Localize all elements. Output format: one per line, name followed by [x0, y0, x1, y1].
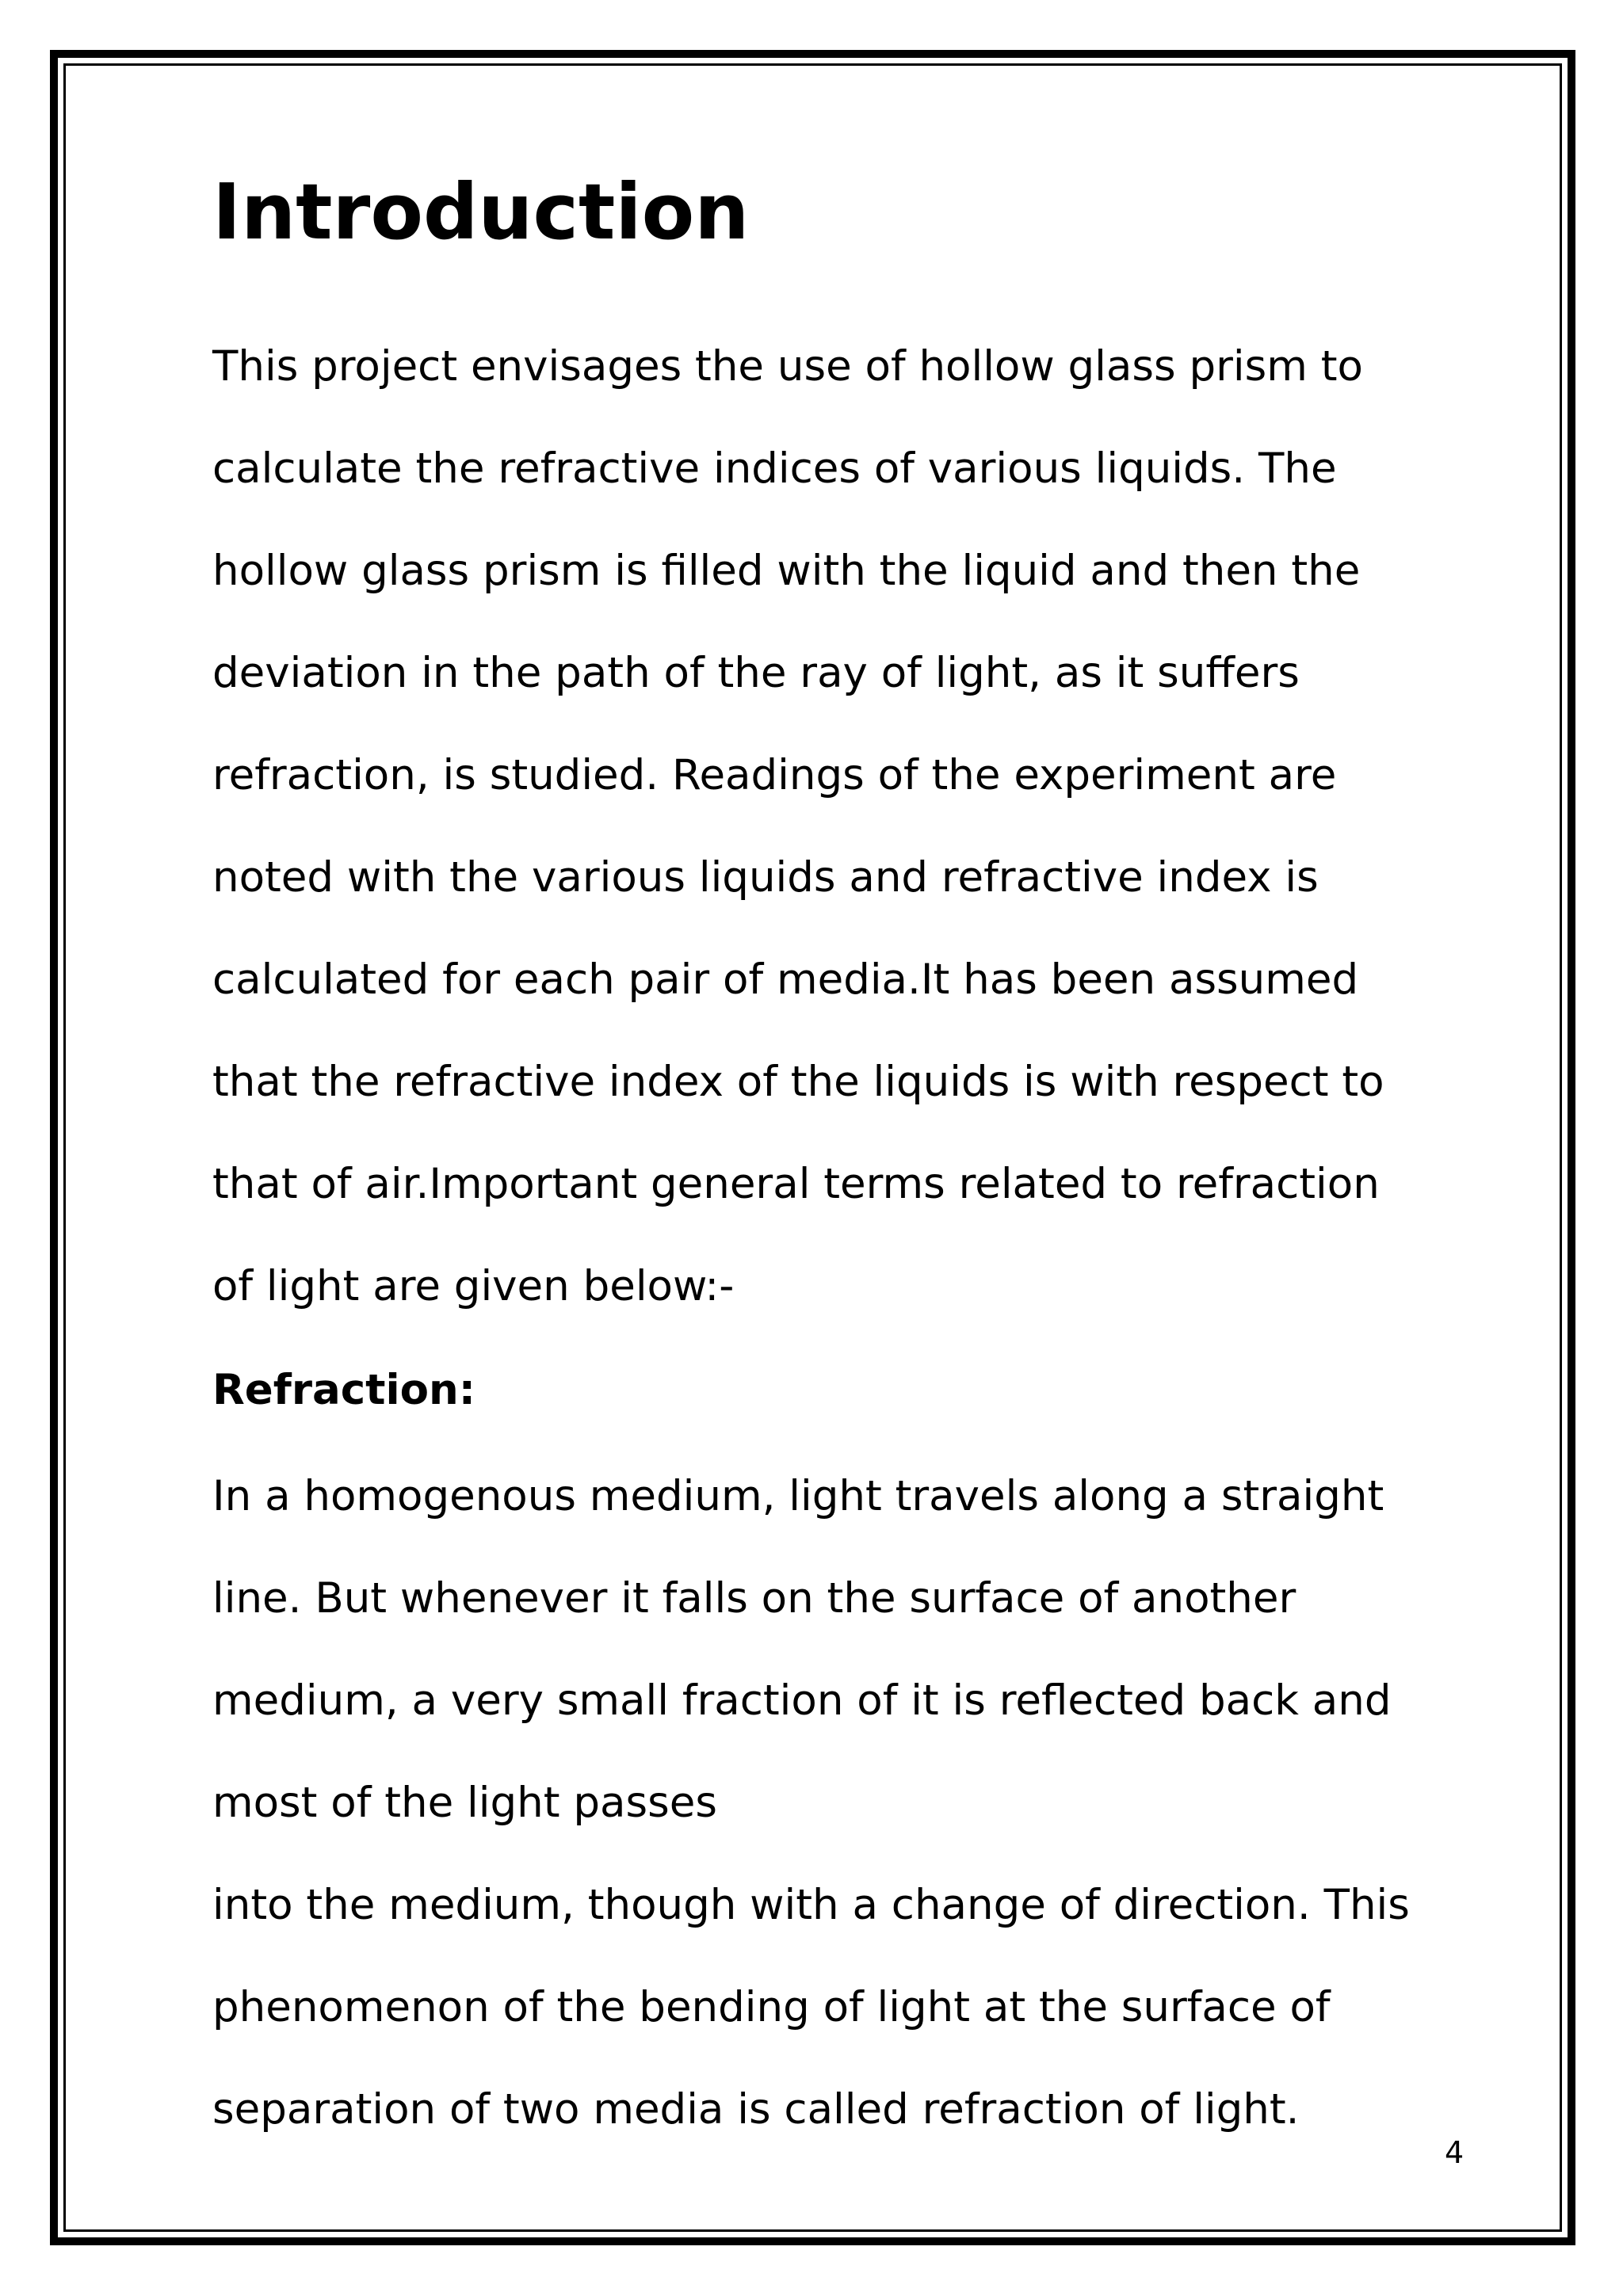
- section-line: separation of two media is called refraction of light.: [212, 2085, 1300, 2134]
- section-line: most of the light passes: [212, 1779, 717, 1827]
- intro-line: refraction, is studied. Readings of the experiment are: [212, 751, 1337, 799]
- intro-line: calculate the refractive indices of various liquids. The: [212, 444, 1337, 493]
- intro-line: noted with the various liquids and refractive index is: [212, 853, 1319, 902]
- section-line: line. But whenever it falls on the surface of another: [212, 1574, 1296, 1623]
- page-title: Introduction: [212, 167, 750, 257]
- section-line: phenomenon of the bending of light at the surface of: [212, 1983, 1331, 2031]
- page-number: 4: [1445, 2135, 1465, 2170]
- intro-line: This project envisages the use of hollow glass prism to: [212, 342, 1363, 391]
- intro-line: hollow glass prism is filled with the liquid and then the: [212, 547, 1361, 595]
- section-line: medium, a very small fraction of it is reflected back and: [212, 1676, 1392, 1725]
- section-line: In a homogenous medium, light travels along a straight: [212, 1472, 1384, 1520]
- section-line: into the medium, though with a change of direction. This: [212, 1881, 1410, 1929]
- intro-line: of light are given below:-: [212, 1262, 735, 1310]
- intro-line: deviation in the path of the ray of light, as it suffers: [212, 649, 1300, 697]
- intro-line: that of air.Important general terms related to refraction: [212, 1160, 1380, 1208]
- intro-line: that the refractive index of the liquids is with respect to: [212, 1058, 1384, 1106]
- section-heading: Refraction:: [212, 1366, 475, 1414]
- intro-line: calculated for each pair of media.It has been assumed: [212, 955, 1359, 1004]
